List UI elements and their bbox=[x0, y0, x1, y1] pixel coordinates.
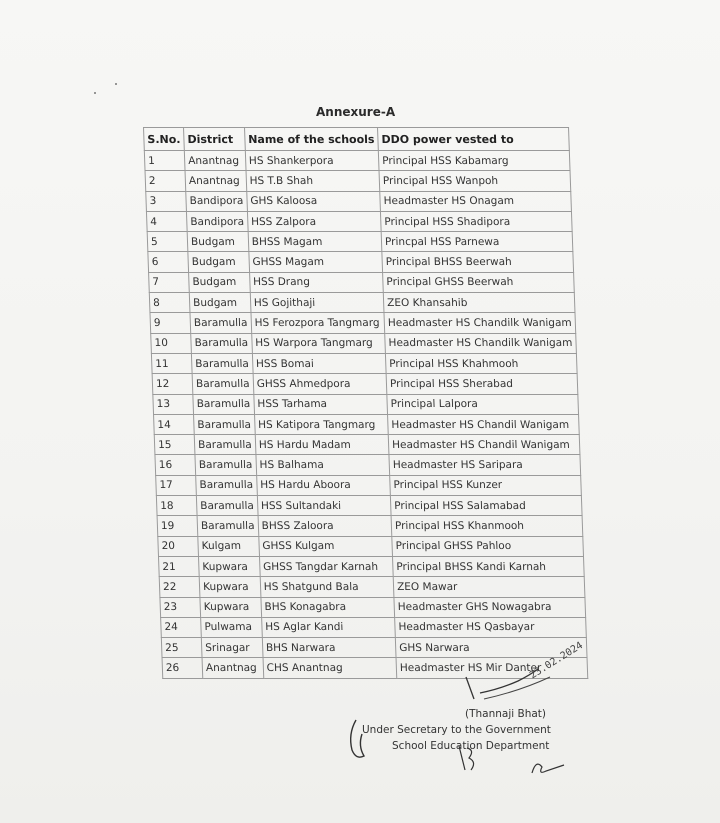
table-header-row bbox=[144, 128, 570, 151]
signature-scribble bbox=[528, 755, 568, 781]
cell-ddo: Headmaster HS Chandilk Wanigam bbox=[384, 313, 575, 333]
cell-school-name: GHSS Kulgam bbox=[259, 536, 393, 556]
cell-school-name: HSS Tarhama bbox=[254, 394, 388, 414]
speck bbox=[115, 83, 117, 85]
cell-sno: 10 bbox=[151, 333, 192, 353]
cell-district: Kupwara bbox=[199, 556, 260, 576]
cell-ddo: Headmaster GHS Nowagabra bbox=[394, 597, 585, 617]
cell-school-name: BHSS Zaloora bbox=[258, 516, 392, 536]
cell-sno: 18 bbox=[156, 496, 197, 516]
cell-school-name: BHS Konagabra bbox=[261, 597, 395, 617]
cell-ddo: Principal HSS Kunzer bbox=[390, 475, 581, 495]
cell-school-name: HS Shankerpora bbox=[245, 151, 379, 171]
table-row bbox=[160, 597, 586, 617]
cell-district: Baramulla bbox=[191, 353, 252, 373]
table-row bbox=[150, 313, 576, 333]
cell-district: Budgam bbox=[187, 232, 248, 252]
cell-school-name: BHS Narwara bbox=[262, 638, 396, 658]
cell-district: Anantnag bbox=[184, 151, 245, 171]
cell-district: Srinagar bbox=[201, 638, 262, 658]
cell-district: Kulgam bbox=[198, 536, 259, 556]
table-row bbox=[151, 353, 577, 373]
signatory-name: (Thannaji Bhat) bbox=[465, 708, 547, 720]
cell-sno: 26 bbox=[162, 658, 203, 678]
cell-school-name: HS Hardu Madam bbox=[255, 435, 389, 455]
cell-sno: 4 bbox=[146, 211, 187, 231]
cell-district: Anantnag bbox=[202, 658, 263, 678]
table-row bbox=[149, 293, 575, 313]
cell-district: Baramulla bbox=[193, 394, 254, 414]
table-row bbox=[157, 516, 583, 536]
cell-sno: 24 bbox=[161, 617, 202, 637]
cell-sno: 2 bbox=[145, 171, 186, 191]
cell-sno: 25 bbox=[161, 638, 202, 658]
cell-school-name: HSS Bomai bbox=[252, 353, 386, 373]
cell-district: Baramulla bbox=[196, 496, 257, 516]
cell-district: Budgam bbox=[189, 272, 250, 292]
table-row bbox=[154, 414, 580, 434]
table-row bbox=[144, 151, 570, 171]
cell-ddo: Principal HSS Khanmooh bbox=[391, 516, 582, 536]
cell-sno: 5 bbox=[147, 232, 188, 252]
cell-ddo: Headmaster HS Mir Danter bbox=[396, 658, 587, 678]
signatory-block bbox=[350, 706, 551, 754]
table-row bbox=[151, 333, 577, 353]
cell-school-name: GHSS Magam bbox=[249, 252, 383, 272]
cell-district: Baramulla bbox=[192, 374, 253, 394]
table-row bbox=[156, 496, 582, 516]
cell-sno: 1 bbox=[144, 151, 185, 171]
table-row bbox=[149, 272, 575, 292]
table-row bbox=[158, 556, 584, 576]
cell-ddo: Principal HSS Sherabad bbox=[386, 374, 577, 394]
cell-ddo: Principal GHSS Pahloo bbox=[392, 536, 583, 556]
cell-sno: 23 bbox=[160, 597, 201, 617]
cell-ddo: ZEO Khansahib bbox=[383, 293, 574, 313]
cell-ddo: Principal GHSS Beerwah bbox=[383, 272, 574, 292]
cell-ddo: Principal HSS Kabamarg bbox=[378, 151, 569, 171]
cell-sno: 17 bbox=[156, 475, 197, 495]
table-row bbox=[152, 374, 578, 394]
cell-ddo: GHS Narwara bbox=[395, 638, 586, 658]
cell-school-name: HS Balhama bbox=[256, 455, 390, 475]
cell-school-name: HS Aglar Kandi bbox=[261, 617, 395, 637]
cell-school-name: CHS Anantnag bbox=[263, 658, 397, 678]
table-row bbox=[155, 455, 581, 475]
cell-district: Budgam bbox=[189, 293, 250, 313]
table-row bbox=[161, 617, 587, 637]
cell-district: Baramulla bbox=[194, 414, 255, 434]
cell-school-name: HS Shatgund Bala bbox=[260, 577, 394, 597]
cell-sno: 19 bbox=[157, 516, 198, 536]
cell-sno: 9 bbox=[150, 313, 191, 333]
table-body bbox=[144, 151, 587, 682]
cell-sno: 13 bbox=[153, 394, 194, 414]
column-header-district: District bbox=[184, 128, 246, 151]
signatory-designation: Under Secretary to the Government bbox=[362, 724, 551, 736]
cell-school-name: GHS Kaloosa bbox=[247, 191, 381, 211]
cell-district: Bandipora bbox=[186, 211, 247, 231]
cell-district: Anantnag bbox=[185, 171, 246, 191]
table-row bbox=[148, 252, 574, 272]
cell-district: Budgam bbox=[188, 252, 249, 272]
cell-school-name: BHSS Magam bbox=[248, 232, 382, 252]
table-row bbox=[146, 211, 572, 231]
cell-ddo: Princpal HSS Parnewa bbox=[381, 232, 572, 252]
column-header-school: Name of the schools bbox=[244, 128, 378, 151]
cell-sno: 21 bbox=[158, 556, 199, 576]
table-row bbox=[146, 191, 572, 211]
cell-school-name: HS Ferozpora Tangmarg bbox=[251, 313, 385, 333]
cell-sno: 3 bbox=[146, 191, 187, 211]
annexure-title: Annexure-A bbox=[316, 105, 396, 119]
cell-school-name: HS Warpora Tangmarg bbox=[251, 333, 385, 353]
signature-mark bbox=[460, 655, 600, 705]
column-header-ddo: DDO power vested to bbox=[378, 128, 570, 151]
cell-ddo: Headmaster HS Qasbayar bbox=[395, 617, 586, 637]
column-header-sno: S.No. bbox=[144, 128, 185, 151]
table-row bbox=[156, 475, 582, 495]
table-row bbox=[145, 171, 571, 191]
cell-ddo: Principal BHSS Beerwah bbox=[382, 252, 573, 272]
cell-school-name: HS T.B Shah bbox=[246, 171, 380, 191]
cell-ddo: Headmaster HS Chandil Wanigam bbox=[388, 414, 579, 434]
cell-sno: 7 bbox=[149, 272, 190, 292]
cell-district: Baramulla bbox=[194, 435, 255, 455]
cell-district: Baramulla bbox=[191, 333, 252, 353]
cell-ddo: Principal HSS Salamabad bbox=[390, 496, 581, 516]
cell-school-name: HSS Drang bbox=[249, 272, 383, 292]
table-row bbox=[158, 536, 584, 556]
cell-district: Pulwama bbox=[201, 617, 262, 637]
cell-sno: 6 bbox=[148, 252, 189, 272]
cell-ddo: Headmaster HS Chandil Wanigam bbox=[388, 435, 579, 455]
schools-table bbox=[143, 127, 588, 682]
cell-sno: 14 bbox=[154, 414, 195, 434]
cell-sno: 20 bbox=[158, 536, 199, 556]
cell-ddo: Headmaster HS Onagam bbox=[380, 191, 571, 211]
signatory-department: School Education Department bbox=[392, 740, 550, 752]
cell-school-name: HSS Zalpora bbox=[247, 211, 381, 231]
cell-school-name: GHSS Tangdar Karnah bbox=[259, 556, 393, 576]
table-row bbox=[154, 435, 580, 455]
cell-ddo: Principal Lalpora bbox=[387, 394, 578, 414]
cell-sno: 22 bbox=[159, 577, 200, 597]
cell-school-name: HS Hardu Aboora bbox=[256, 475, 390, 495]
cell-sno: 11 bbox=[151, 353, 192, 373]
cell-district: Baramulla bbox=[196, 475, 257, 495]
table-row bbox=[147, 232, 573, 252]
cell-school-name: HS Katipora Tangmarg bbox=[254, 414, 388, 434]
cell-ddo: Principal BHSS Kandi Karnah bbox=[393, 556, 584, 576]
cell-district: Baramulla bbox=[195, 455, 256, 475]
cell-ddo: Principal HSS Shadipora bbox=[380, 211, 571, 231]
cell-sno: 12 bbox=[152, 374, 193, 394]
cell-district: Baramulla bbox=[190, 313, 251, 333]
speck bbox=[94, 92, 96, 94]
cell-ddo: ZEO Mawar bbox=[393, 577, 584, 597]
cell-ddo: Principal HSS Wanpoh bbox=[379, 171, 570, 191]
cell-sno: 8 bbox=[149, 293, 190, 313]
cell-ddo: Principal HSS Khahmooh bbox=[385, 353, 576, 373]
cell-district: Baramulla bbox=[197, 516, 258, 536]
signature-date: 23.02.2024 bbox=[528, 640, 585, 682]
table-row bbox=[153, 394, 579, 414]
cell-sno: 15 bbox=[154, 435, 195, 455]
cell-school-name: HS Gojithaji bbox=[250, 293, 384, 313]
cell-district: Bandipora bbox=[186, 191, 247, 211]
cell-ddo: Headmaster HS Chandilk Wanigam bbox=[385, 333, 576, 353]
cell-school-name: HSS Sultandaki bbox=[257, 496, 391, 516]
cell-ddo: Headmaster HS Saripara bbox=[389, 455, 580, 475]
cell-school-name: GHSS Ahmedpora bbox=[253, 374, 387, 394]
cell-district: Kupwara bbox=[199, 577, 260, 597]
table-row bbox=[159, 577, 585, 597]
cell-district: Kupwara bbox=[200, 597, 261, 617]
cell-sno: 16 bbox=[155, 455, 196, 475]
